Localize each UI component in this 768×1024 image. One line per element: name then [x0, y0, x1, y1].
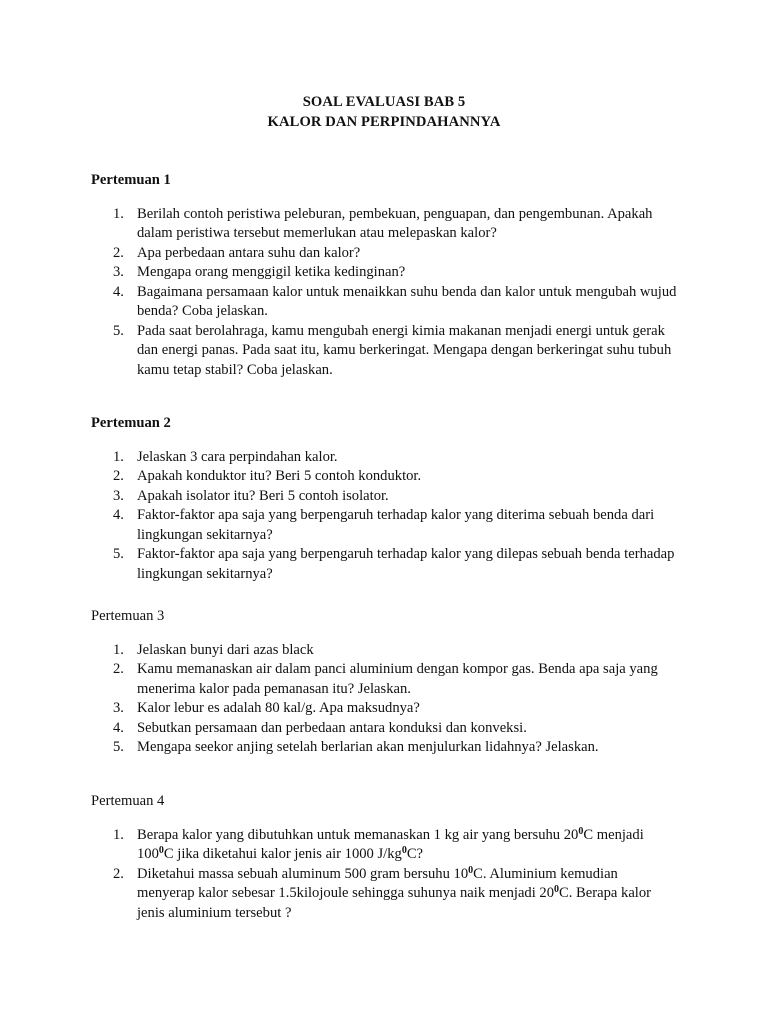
question-text-part: C jika diketahui kalor jenis air 1000 J/kg	[163, 846, 402, 862]
question-item	[91, 467, 677, 487]
question-item	[91, 660, 677, 699]
question-text: Kalor lebur es adalah 80 kal/g. Apa maksudnya?	[137, 700, 420, 716]
question-number: 1.	[113, 826, 124, 843]
section-heading: Pertemuan 2	[91, 415, 171, 431]
question-number: 4.	[113, 283, 124, 300]
question-item	[91, 322, 677, 381]
question-item	[91, 699, 677, 719]
question-text: Berilah contoh peristiwa peleburan, pembekuan, penguapan, dan pengembunan. Apakah dalam peristiwa tersebut memerlukan atau melepaskan kalor?	[137, 205, 653, 241]
document-subtitle: KALOR DAN PERPINDAHANNYA	[267, 114, 501, 130]
question-number: 2.	[113, 468, 124, 484]
question-text: Apa perbedaan antara suhu dan kalor?	[137, 244, 361, 261]
question-item	[91, 487, 677, 507]
question-text: Pada saat berolahraga, kamu mengubah energi kimia makanan menjadi energi untuk gerak dan energi panas. Pada saat itu, kamu berkeringat. Mengapa dengan berkeringat suhu tubuh kamu tetap stabil? Coba jelaskan.	[137, 322, 672, 378]
section-pertemuan-4	[91, 792, 691, 923]
document-title-block	[0, 92, 768, 132]
question-item	[91, 244, 677, 264]
question-text-part: Diketahui massa sebuah aluminum 500 gram bersuhu 10	[137, 865, 469, 882]
degree-symbol: 0	[468, 864, 474, 876]
question-text-part: C?	[406, 846, 424, 862]
question-number: 1.	[113, 205, 124, 222]
question-text-part: C menjadi 100	[137, 826, 644, 862]
question-number: 3.	[113, 487, 124, 504]
question-item	[91, 205, 677, 244]
question-text: Jelaskan bunyi dari azas black	[137, 641, 314, 658]
question-number: 5.	[113, 322, 124, 339]
question-text-part: Berapa kalor yang dibutuhkan untuk memanaskan 1 kg air yang bersuhu 20	[137, 826, 579, 843]
question-text: Faktor-faktor apa saja yang berpengaruh terhadap kalor yang dilepas sebuah benda terhadap lingkungan sekitarnya?	[137, 546, 675, 582]
section-pertemuan-2	[91, 414, 691, 584]
question-list	[91, 641, 691, 758]
document-title: SOAL EVALUASI BAB 5	[302, 94, 466, 110]
question-text: Sebutkan persamaan dan perbedaan antara konduksi dan konveksi.	[137, 719, 527, 736]
question-number: 3.	[113, 700, 124, 716]
question-item	[91, 719, 677, 739]
question-item	[91, 641, 677, 661]
section-heading: Pertemuan 4	[91, 793, 165, 809]
question-number: 3.	[113, 264, 124, 280]
question-text: Jelaskan 3 cara perpindahan kalor.	[137, 448, 338, 465]
question-text-part: C. Berapa kalor jenis aluminium tersebut ?	[137, 885, 652, 921]
question-text: Mengapa seekor anjing setelah berlarian akan menjulurkan lidahnya? Jelaskan.	[137, 739, 599, 755]
question-number: 2.	[113, 661, 124, 677]
question-number: 1.	[113, 448, 124, 465]
question-number: 4.	[113, 507, 124, 523]
question-text	[137, 865, 677, 924]
question-text: Apakah isolator itu? Beri 5 contoh isolator.	[137, 487, 389, 504]
degree-symbol: 0	[401, 845, 407, 856]
question-list	[91, 205, 691, 381]
section-heading: Pertemuan 1	[91, 172, 171, 188]
question-number: 2.	[113, 865, 124, 882]
section-pertemuan-3	[91, 607, 691, 758]
question-text	[137, 826, 677, 865]
question-number: 5.	[113, 739, 124, 755]
section-heading: Pertemuan 3	[91, 608, 165, 624]
question-text-part: C. Aluminium kemudian menyerap kalor sebesar 1.5kilojoule sehingga suhunya naik menjadi 20	[137, 865, 618, 901]
question-item	[91, 545, 677, 584]
degree-symbol: 0	[554, 884, 560, 895]
degree-symbol: 0	[578, 825, 584, 837]
section-pertemuan-1	[91, 171, 691, 380]
question-item	[91, 865, 677, 924]
degree-symbol: 0	[158, 845, 164, 856]
question-text: Kamu memanaskan air dalam panci aluminium dengan kompor gas. Benda apa saja yang menerima kalor pada pemanasan itu? Jelaskan.	[137, 661, 658, 697]
question-item	[91, 263, 677, 283]
question-item	[91, 826, 677, 865]
question-text: Mengapa orang menggigil ketika kedinginan?	[137, 264, 406, 280]
question-text: Bagaimana persamaan kalor untuk menaikkan suhu benda dan kalor untuk mengubah wujud benda? Coba jelaskan.	[137, 283, 677, 319]
question-text: Apakah konduktor itu? Beri 5 contoh konduktor.	[137, 468, 422, 484]
question-list	[91, 448, 691, 585]
question-item	[91, 448, 677, 468]
question-number: 1.	[113, 641, 124, 658]
question-list	[91, 826, 691, 924]
question-item	[91, 283, 677, 322]
question-number: 4.	[113, 719, 124, 736]
question-item	[91, 506, 677, 545]
question-number: 5.	[113, 546, 124, 562]
question-number: 2.	[113, 244, 124, 261]
question-text: Faktor-faktor apa saja yang berpengaruh terhadap kalor yang diterima sebuah benda dari lingkungan sekitarnya?	[137, 507, 655, 543]
question-item	[91, 738, 677, 758]
